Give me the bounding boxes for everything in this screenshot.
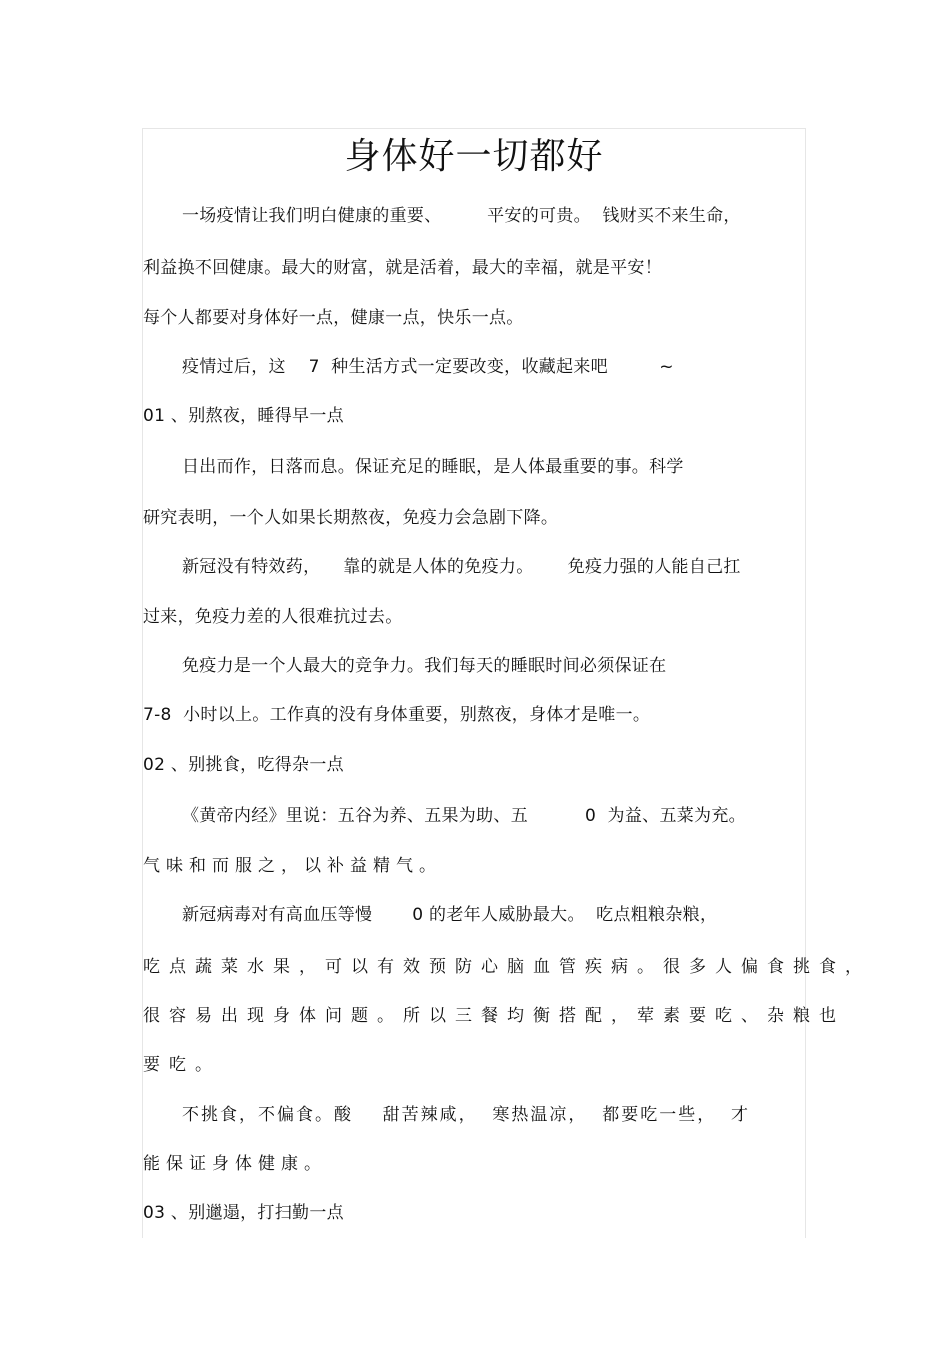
paragraph-line: 免疫力是一个人最大的竞争力。我们每天的睡眠时间必须保证在 xyxy=(182,656,667,676)
paragraph-line: 《黄帝内经》里说：五谷为养、五果为助、五 0 为益、五菜为充。 xyxy=(182,806,746,826)
paragraph-line: 气味和而服之，以补益精气。 xyxy=(143,856,442,876)
paragraph-line: 新冠病毒对有高血压等慢 0 的老年人威胁最大。 吃点粗粮杂粮， xyxy=(182,905,718,925)
paragraph-line: 吃点蔬菜水果，可以有效预防心脑血管疾病。很多人偏食挑食， xyxy=(143,957,871,977)
paragraph-line: 能保证身体健康。 xyxy=(143,1154,327,1174)
paragraph-line: 很容易出现身体问题。所以三餐均衡搭配，荤素要吃、杂粮也 xyxy=(143,1006,845,1026)
paragraph-line: 过来，免疫力差的人很难抗过去。 xyxy=(143,607,403,627)
paragraph-line: 日出而作，日落而息。保证充足的睡眠，是人体最重要的事。科学 xyxy=(182,457,684,477)
paragraph-line: 要吃。 xyxy=(143,1055,221,1075)
section-heading: 03 、别邋遢，打扫勤一点 xyxy=(143,1203,344,1223)
paragraph-line: 利益换不回健康。最大的财富，就是活着，最大的幸福，就是平安！ xyxy=(143,258,662,278)
paragraph-line: 研究表明，一个人如果长期熬夜，免疫力会急剧下降。 xyxy=(143,508,559,528)
paragraph-line: 疫情过后，这 7 种生活方式一定要改变，收藏起来吧 ~ xyxy=(182,357,674,377)
page-frame xyxy=(142,128,806,1238)
paragraph-line: 每个人都要对身体好一点，健康一点，快乐一点。 xyxy=(143,308,524,328)
section-heading: 01 、别熬夜，睡得早一点 xyxy=(143,406,344,426)
paragraph-line: 不挑食，不偏食。酸 甜苦辣咸， 寒热温凉， 都要吃一些， 才 xyxy=(182,1105,751,1125)
paragraph-line: 新冠没有特效药， 靠的就是人体的免疫力。 免疫力强的人能自己扛 xyxy=(182,557,741,577)
section-heading: 02 、别挑食，吃得杂一点 xyxy=(143,755,344,775)
document-title: 身体好一切都好 xyxy=(344,136,604,177)
paragraph-line: 7-8 小时以上。工作真的没有身体重要，别熬夜，身体才是唯一。 xyxy=(143,705,651,725)
paragraph-line: 一场疫情让我们明白健康的重要、 平安的可贵。 钱财买不来生命， xyxy=(182,206,741,226)
